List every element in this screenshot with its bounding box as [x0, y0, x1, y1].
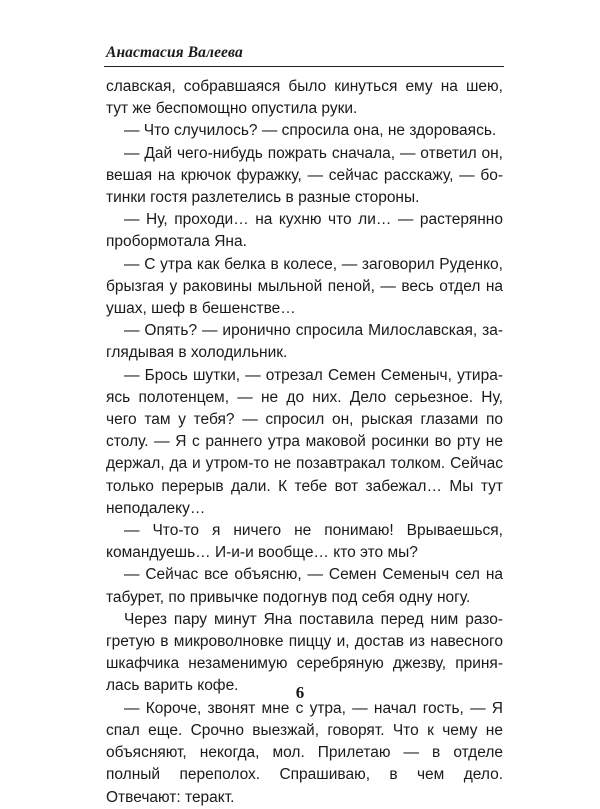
paragraph: — Брось шутки, — отрезал Семен Семеныч, утираясь полотенцем, — не до них. Дело серьезное. Ну, чего там у тебя? — спросил он, рыская глазами по столу. — Я с раннего утра маковой росинки во рту не держал, да и утром-то не позавтракал толком. Сейчас только перерыв дали. К тебе вот забежал… Мы тут неподалеку…: [106, 366, 503, 517]
paragraph: — С утра как белка в колесе, — заговорил Руденко, брызгая у раковины мыльной пеной, — весь отдел на ушах, шеф в бешенстве…: [106, 255, 503, 318]
paragraph: — Сейчас все объясню, — Семен Семеныч сел на табурет, по привычке подогнув под себя одну ногу.: [106, 566, 503, 606]
paragraph: — Что-то я ничего не понимаю! Врываешься, командуешь… И-и-и вообще… кто это мы?: [106, 522, 503, 562]
paragraph: — Что случилось? — спросила она, не здороваясь.: [124, 122, 497, 140]
header-rule: [104, 66, 504, 67]
page-number: 6: [295, 683, 305, 702]
paragraph: — Опять? — иронично спросила Милославская, заглядывая в холодильник.: [106, 322, 503, 362]
paragraph: — Дай чего-нибудь пожрать сначала, — ответил он, вешая на крючок фуражку, — сейчас расскажу, — ботинки гостя разлетелись в разные стороны.: [106, 144, 503, 207]
paragraph: — Ну, проходи… на кухню что ли… — растерянно пробормотала Яна.: [106, 211, 503, 251]
paragraph: славская, собравшаяся было кинуться ему на шею, тут же беспомощно опустила руки.: [106, 78, 503, 118]
running-head-author: Анастасия Валеева: [106, 44, 243, 61]
paragraph: Через пару минут Яна поставила перед ним разогретую в микроволновке пиццу и, достав из навесного шкафчика незаменимую серебряную джезву, принялась варить кофе.: [106, 610, 503, 695]
paragraph: — Короче, звонят мне с утра, — начал гость, — Я спал еще. Срочно выезжай, говорят. Что к чему не объясняют, некогда, мол. Прилетаю — в отделе полный переполох. Спрашиваю, в чем дело. Отвечают: теракт.: [106, 699, 503, 806]
